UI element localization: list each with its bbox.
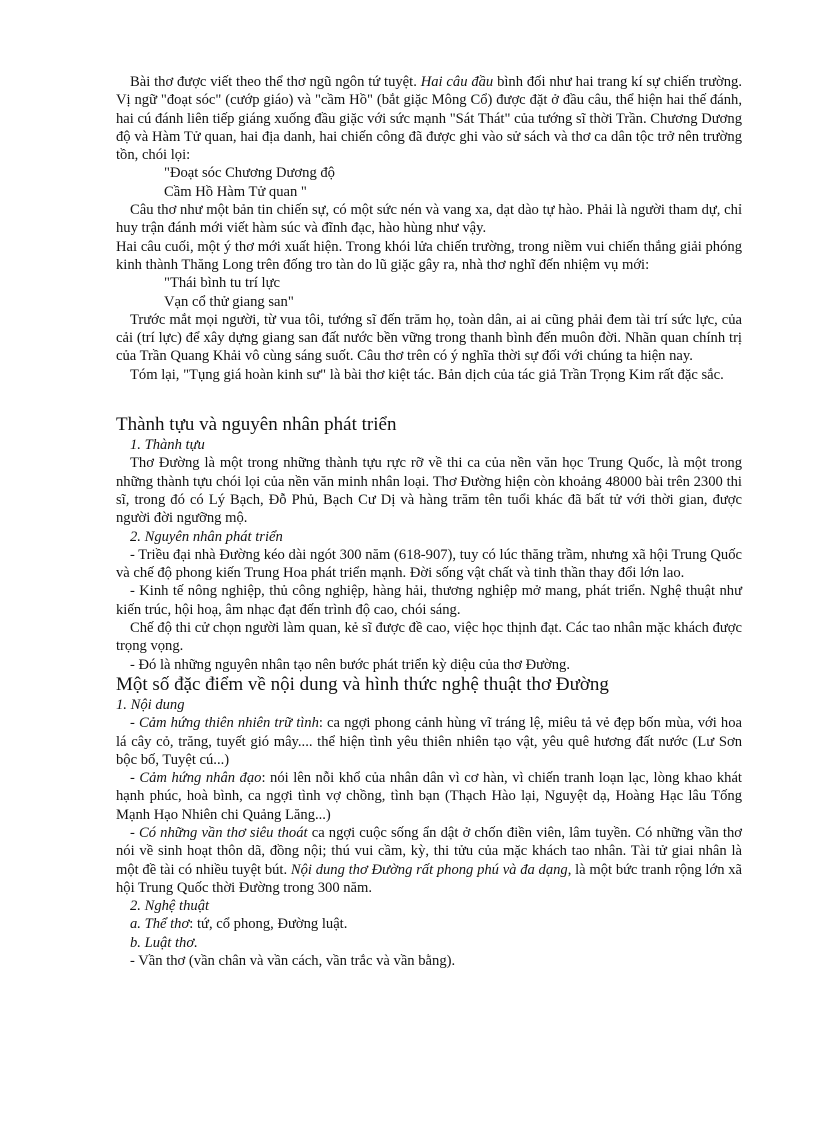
content-bullet-3: [116, 824, 742, 897]
intro-paragraph-3: Hai câu cuối, một ý thơ mới xuất hiện. Trong khói lửa chiến trường, trong niềm vui chiến thắng giải phóng kinh thành Thăng Long trên đống tro tàn do lũ giặc gây ra, nhà thơ nghĩ đến nhiệm vụ mới:: [116, 238, 742, 273]
text-run: : nói lên nỗi khổ của nhân dân vì cơ hàn, vì chiến tranh loạn lạc, lòng khao khát hạnh phúc, hoà bình, ca ngợi tình vợ chồng, tình bạn (Thạch Hào lại, Nguyệt dạ, Hoàng Hạc lâu Tống Mạnh Hạo Nhiên chi Quảng Lăng...): [116, 770, 742, 823]
poem-line-1: "Đoạt sóc Chương Dương độ: [164, 165, 335, 182]
subheading-causes: [116, 528, 742, 546]
art-item-a: [116, 915, 742, 933]
content-bullet-2: [116, 769, 742, 824]
intro-paragraph-2: Câu thơ như một bản tin chiến sự, có một sức nén và vang xa, dạt dào tự hào. Phải là người tham dự, chỉ huy trận đánh mới viết hàm súc và đĩnh đạc, hào hùng như vậy.: [116, 202, 742, 237]
italic-run: b. Luật thơ.: [130, 934, 198, 951]
italic-run: Cảm hứng thiên nhiên trữ tình: [138, 715, 319, 732]
italic-run: 1. Thành tựu: [130, 437, 205, 454]
causes-paragraph-2: - Kinh tế nông nghiệp, thủ công nghiệp, hàng hải, thương nghiệp mở mang, phát triển. Nghệ thuật như kiến trúc, hội hoạ, âm nhạc đạt đến trình độ cao, chói sáng.: [116, 583, 742, 618]
italic-run: 1. Nội dung: [116, 696, 185, 713]
intro-paragraph-1: [116, 73, 742, 164]
causes-paragraph-3: Chế độ thi cử chọn người làm quan, kẻ sĩ được đề cao, việc học thịnh đạt. Các tao nhân mặc khách được trọng vọng.: [116, 620, 742, 655]
subheading-art: [116, 897, 742, 915]
italic-run: Nội dung thơ Đường rất phong phú và đa dạng: [290, 861, 568, 878]
intro-paragraph-5: Tóm lại, "Tụng giá hoàn kinh sư" là bài thơ kiệt tác. Bản dịch của tác giả Trần Trọng Kim rất đặc sắc.: [130, 366, 724, 383]
subheading-content: [116, 696, 742, 714]
causes-paragraph-4: - Đó là những nguyên nhân tạo nên bước phát triển kỳ diệu của thơ Đường.: [130, 656, 571, 673]
text-run: : ca ngợi phong cảnh hùng vĩ tráng lệ, miêu tả vẻ đẹp bốn mùa, với hoa lá cây cỏ, trăng, tuyết gió mây.... thể hiện tình yêu thiên nhiên tạo vật, yêu quê hương đất nước (Lư Sơn bộc bố, Tuyệt cú...): [116, 715, 742, 768]
causes-paragraph-1: - Triều đại nhà Đường kéo dài ngót 300 năm (618-907), tuy có lúc thăng trầm, nhưng xã hội Trung Quốc và chế độ phong kiến Trung Hoa phát triển mạnh. Đời sống vật chất và tinh thần thay đổi lớn lao.: [116, 546, 742, 582]
text-run: bình đối như hai trang kí sự chiến trường. Vị ngữ "đoạt sóc" (cướp giáo) và "cầm Hồ" (bắt giặc Mông Cổ) được đặt ở đầu câu, thể hiện hai thế đánh, hai cú đánh liên tiếp giáng xuống đầu giặc với sức mạnh "Sát Thát" của tướng sĩ thời Trần. Chương Dương độ và Hàm Tử quan, hai địa danh, hai chiến công đã được ghi vào sử sách và thơ ca dân tộc trở nên trường tồn, chói lọi:: [116, 74, 742, 164]
italic-run: Hai câu đầu: [420, 74, 494, 90]
art-item-b: [116, 934, 742, 952]
text-run: -: [130, 770, 140, 787]
intro-paragraph-4: Trước mắt mọi người, từ vua tôi, tướng sĩ đến trăm họ, toàn dân, ai ai cũng phải đem tài trí sức lực, của cải (trí lực) để xây dựng giang san đất nước bền vững trong thanh bình đến muôn đời. Nhãn quan chính trị của Trần Quang Khải vô cùng sáng suốt. Câu thơ trên có ý nghĩa thời sự đối với chúng ta hiện nay.: [116, 311, 742, 365]
achievements-paragraph: Thơ Đường là một trong những thành tựu rực rỡ về thi ca của nền văn học Trung Quốc, là một trong những thành tựu chói lọi của nền văn minh nhân loại. Thơ Đường hiện còn khoảng 48000 bài trên 2300 thi sĩ, trong đó có Lý Bạch, Đỗ Phủ, Bạch Cư Dị và hàng trăm tên tuổi khác đã bất tử với thời gian, được người đời ngưỡng mộ.: [116, 455, 742, 527]
text-run: : tứ, cổ phong, Đường luật.: [189, 916, 348, 933]
section-heading-achievements: Thành tựu và nguyên nhân phát triển: [116, 414, 397, 436]
art-item-rhyme: - Vần thơ (vần chân và vần cách, vần trắc và vần bằng).: [130, 953, 456, 970]
italic-run: Có những vần thơ siêu thoát: [139, 824, 308, 841]
italic-run: 2. Nghệ thuật: [130, 898, 210, 915]
italic-run: Cảm hứng nhân đạo: [139, 770, 262, 787]
poem-line-2: Cầm Hồ Hàm Tử quan ": [164, 183, 307, 200]
subheading-achievements: [116, 436, 742, 454]
text-run: , là một bức tranh rộng lớn xã hội Trung Quốc thời Đường trong 300 năm.: [116, 861, 743, 896]
content-bullet-1: [116, 714, 742, 769]
text-run: -: [130, 715, 139, 732]
italic-run: 2. Nguyên nhân phát triển: [130, 528, 283, 545]
text-run: -: [130, 824, 139, 841]
poem-line-4: Vạn cổ thử giang san": [164, 293, 294, 310]
section-heading-features: Một số đặc điểm về nội dung và hình thức nghệ thuật thơ Đường: [116, 673, 609, 695]
text-run: ca ngợi cuộc sống ẩn dật ở chốn điền viên, lâm tuyền. Có những vần thơ nói về sinh hoạt thôn dã, đồng nội; thú vui cầm, kỳ, thi tửu của mặc khách tao nhân. Tài tử giai nhân là một đề tài có nhiều tuyệt bút.: [116, 824, 742, 878]
italic-run: a. Thể thơ: [130, 916, 190, 933]
poem-line-3: "Thái bình tu trí lực: [164, 275, 281, 292]
text-run: Bài thơ được viết theo thể thơ ngũ ngôn tứ tuyệt.: [130, 74, 421, 90]
